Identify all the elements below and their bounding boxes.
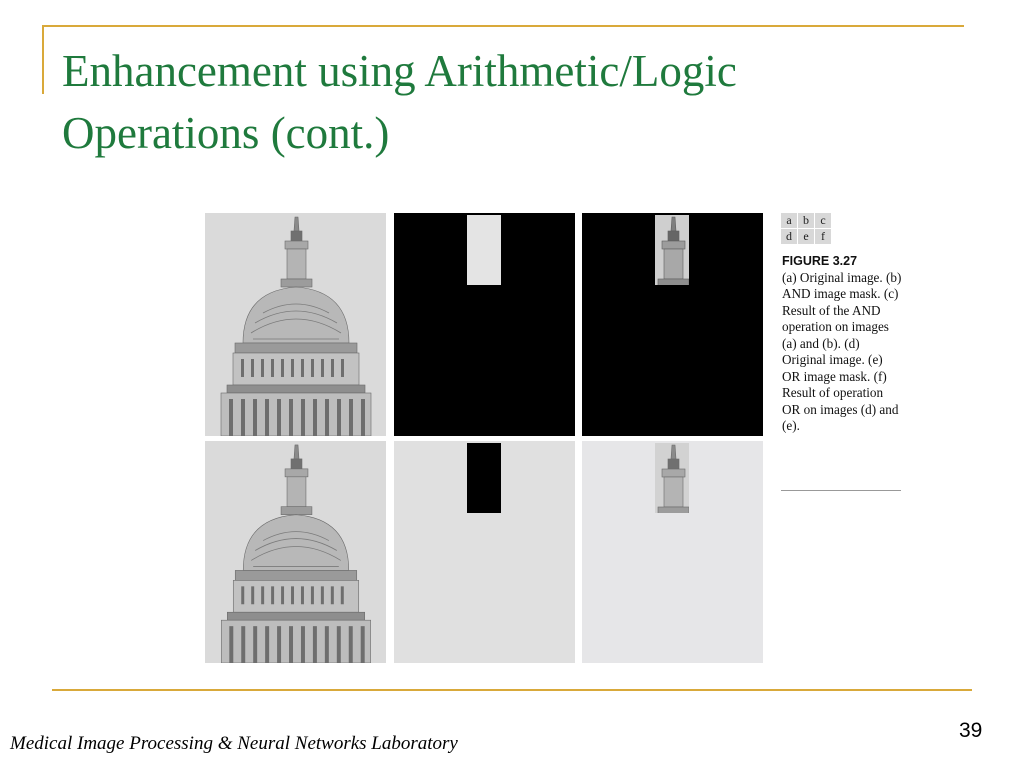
capitol-dome-image (205, 441, 386, 663)
or-mask-window (467, 443, 501, 513)
page-number: 39 (959, 719, 983, 742)
panel-e-or-mask (394, 441, 575, 663)
panel-key-a: a (781, 213, 797, 228)
panel-a-original-image (205, 213, 386, 436)
panel-key-e: e (798, 229, 814, 244)
panel-f-or-result (582, 441, 763, 663)
and-result-crop (655, 215, 689, 285)
capitol-dome-image (205, 213, 386, 436)
slide-title (62, 40, 962, 164)
title-line-1: Enhancement using Arithmetic/Logic (62, 46, 737, 96)
or-result-crop (655, 443, 689, 513)
figure-panel-key (781, 213, 831, 244)
figure-caption-text: (a) Original image. (b) AND image mask. (c) Result of the AND operation on images (a) and (b). (d) Original image. (e) OR image mask. (f) Result of operation OR on images (d) and (e). (782, 269, 902, 433)
panel-key-b: b (798, 213, 814, 228)
title-accent-line (42, 26, 44, 94)
figure-caption (782, 253, 904, 435)
figure-label: FIGURE 3.27 (782, 254, 858, 268)
title-line-2: Operations (cont.) (62, 108, 390, 158)
panel-key-c: c (815, 213, 831, 228)
top-rule (42, 25, 964, 27)
panel-key-d: d (781, 229, 797, 244)
footer-lab-name: Medical Image Processing & Neural Networks Laboratory (10, 733, 458, 754)
bottom-rule (52, 689, 972, 691)
panel-b-and-mask (394, 213, 575, 436)
panel-c-and-result (582, 213, 763, 436)
panel-key-f: f (815, 229, 831, 244)
caption-divider (781, 490, 901, 491)
and-mask-window (467, 215, 501, 285)
panel-d-original-image (205, 441, 386, 663)
